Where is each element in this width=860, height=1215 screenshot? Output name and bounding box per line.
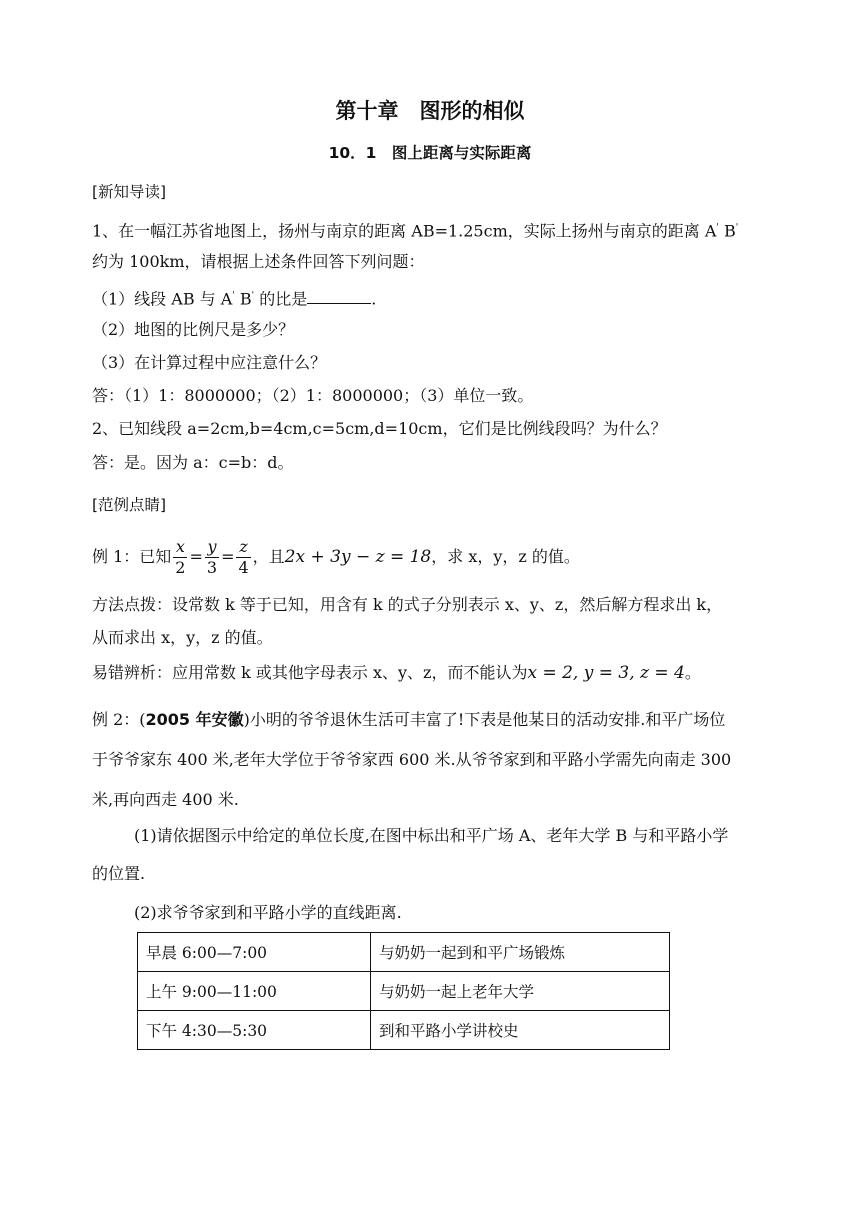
schedule-activity: 与奶奶一起上老年大学	[371, 972, 670, 1011]
question-2: 2、已知线段 a=2cm,b=4cm,c=5cm,d=10cm，它们是比例线段吗？为什么？	[92, 419, 667, 438]
section-title: 10．1 图上距离与实际距离	[328, 144, 532, 162]
error-formula: x = 2, y = 3, z = 4	[527, 663, 685, 683]
chapter-title: 第十章 图形的相似	[335, 99, 525, 123]
method-line-1: 方法点拨：设常数 k 等于已知，用含有 k 的式子分别表示 x、y、z，然后解方程求出 k，	[92, 595, 723, 614]
answer-blank	[307, 289, 371, 304]
table-row	[138, 1011, 670, 1050]
example-1: 例 1：已知 $\frac{x}{2}$ = $\frac{y}{3}$ = $\frac{z}{4}$ ，且 2x + 3y − z = 18 ，求 x，y，z 的值。	[92, 536, 580, 577]
question-2-answer: 答：是。因为 a：c=b：d。	[92, 453, 294, 472]
example-2-line-1: 例 2：(2005 年安徽)小明的爷爷退休生活可丰富了!下表是他某日的活动安排.和平广场位	[92, 710, 726, 729]
example-2-question-1-line-1: (1)请依据图示中给定的单位长度,在图中标出和平广场 A、老年大学 B 与和平路小学	[134, 826, 729, 845]
method-line-2: 从而求出 x，y，z 的值。	[92, 628, 273, 647]
table-row	[138, 933, 670, 972]
schedule-activity: 到和平路小学讲校史	[371, 1011, 670, 1050]
question-1-sub-2: （2）地图的比例尺是多少？	[92, 320, 295, 339]
error-analysis: 易错辨析：应用常数 k 或其他字母表示 x、y、z，而不能认为x = 2, y = 3, z = 4。	[92, 663, 701, 683]
schedule-time: 下午 4:30—5:30	[138, 1011, 371, 1050]
examples-heading: [范例点睛]	[92, 496, 167, 514]
example-2-question-2: (2)求爷爷家到和平路小学的直线距离.	[134, 903, 402, 922]
fraction-y-3: $\frac{y}{3}$	[206, 536, 218, 577]
fraction-z-4: $\frac{z}{4}$	[238, 536, 249, 577]
question-1-line-2: 约为 100km，请根据上述条件回答下列问题：	[92, 252, 425, 271]
question-1-line-1: 1、在一幅江苏省地图上，扬州与南京的距离 AB=1.25cm，实际上扬州与南京的距离 A' B'	[92, 221, 739, 241]
schedule-time: 早晨 6:00—7:00	[138, 933, 371, 972]
table-row	[138, 972, 670, 1011]
question-1-sub-3: （3）在计算过程中应注意什么？	[92, 353, 327, 372]
schedule-activity: 与奶奶一起到和平广场锻炼	[371, 933, 670, 972]
example-2-source: 2005 年安徽	[145, 710, 244, 729]
example-2-question-1-line-2: 的位置.	[92, 864, 146, 883]
schedule-table	[137, 932, 670, 1050]
fraction-x-2: $\frac{x}{2}$	[175, 536, 186, 577]
question-1-sub-1: （1）线段 AB 与 A' B' 的比是 .	[92, 289, 377, 309]
example-2-line-3: 米,再向西走 400 米.	[92, 790, 239, 809]
new-knowledge-heading: [新知导读]	[92, 183, 167, 201]
example-1-equation: 2x + 3y − z = 18	[284, 547, 432, 567]
question-1-answer: 答：（1）1：8000000；（2）1：8000000；（3）单位一致。	[92, 386, 534, 405]
schedule-time: 上午 9:00—11:00	[138, 972, 371, 1011]
example-2-line-2: 于爷爷家东 400 米,老年大学位于爷爷家西 600 米.从爷爷家到和平路小学需先向南走 300	[92, 750, 732, 769]
